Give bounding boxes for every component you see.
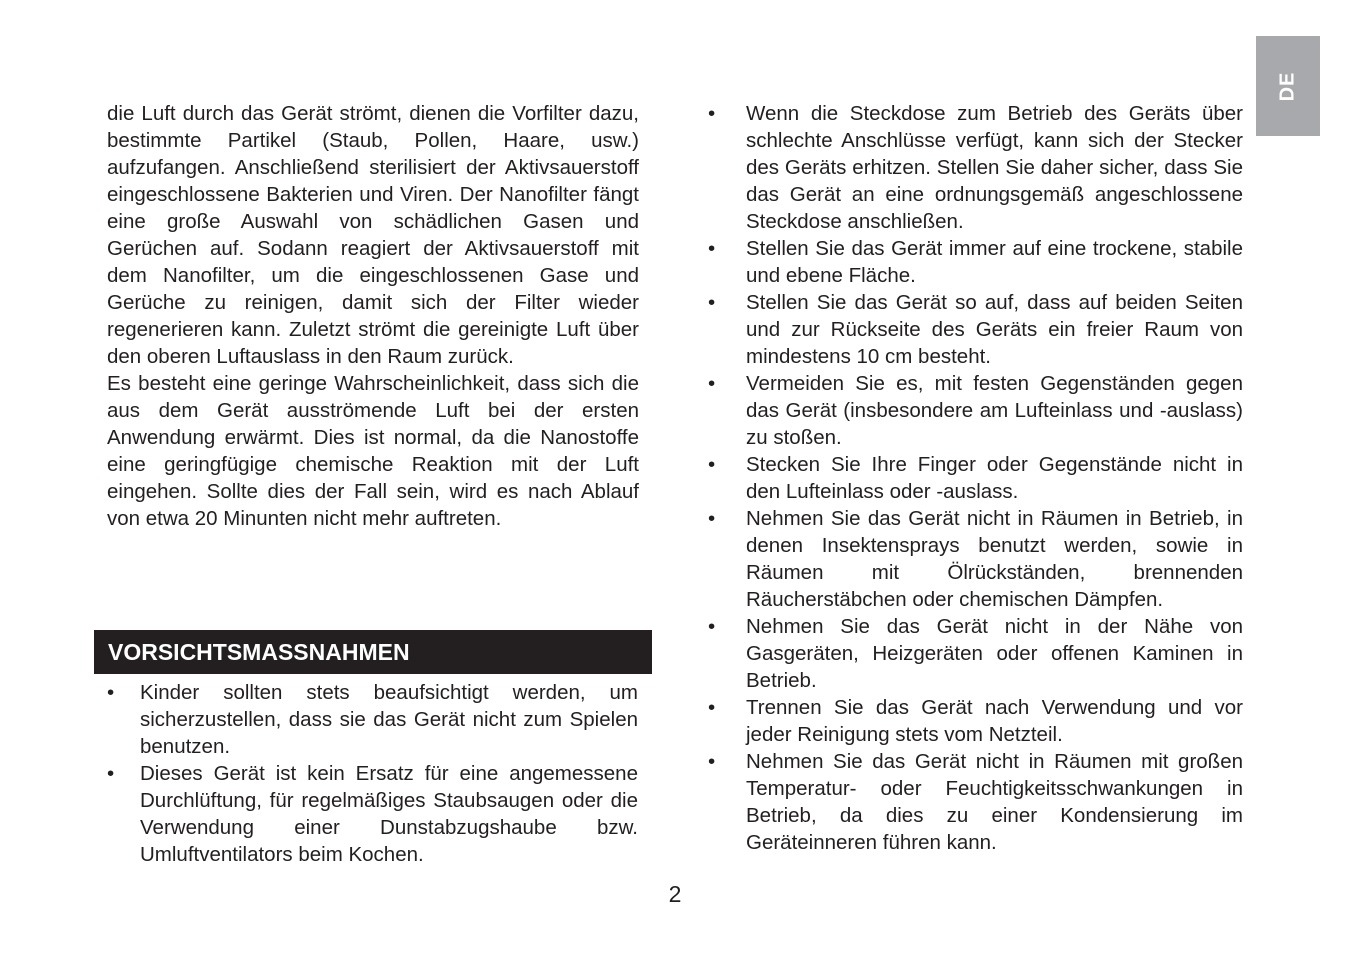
list-item (107, 760, 638, 868)
list-item-text: Nehmen Sie das Gerät nicht in der Nähe von Gasgeräten, Heizgeräten oder offenen Kaminen in Betrieb. (746, 615, 1243, 692)
bullet-icon: • (708, 372, 716, 395)
language-tab (1256, 36, 1320, 136)
body-paragraph: Es besteht eine geringe Wahrscheinlichkeit, dass sich die aus dem Gerät ausströmende Luft bei der ersten Anwendung erwärmt. Dies ist normal, da die Nanostoffe eine geringfügige chemische Reaktion mit der Luft eingehen. Sollte dies der Fall sein, wird es nach Ablauf von etwa 20 Minunten nicht mehr auftreten. (107, 372, 639, 530)
list-item (708, 613, 1243, 694)
body-paragraph: die Luft durch das Gerät strömt, dienen die Vorfilter dazu, bestimmte Partikel (Staub, Pollen, Haare, usw.) aufzufangen. Anschließend sterilisiert der Aktivsauerstoff eingeschlossene Bakterien und Viren. Der Nanofilter fängt eine große Auswahl von schädlichen Gasen und Gerüchen auf. Sodann reagiert der Aktivsauerstoff mit dem Nanofilter, um die eingeschlossenen Gase und Gerüche zu reinigen, damit sich der Filter wieder regenerieren kann. Zuletzt strömt die gereinigte Luft über den oberen Luftauslass in den Raum zurück. (107, 102, 639, 368)
list-item (708, 505, 1243, 613)
list-item-text: Nehmen Sie das Gerät nicht in Räumen mit großen Temperatur- oder Feuchtigkeitsschwankungen in Betrieb, da dies zu einer Kondensierung im Geräteinneren führen kann. (746, 750, 1243, 854)
right-column (708, 100, 1243, 856)
list-item (708, 451, 1243, 505)
language-tab-label: DE (1276, 71, 1299, 101)
bullet-icon: • (107, 681, 115, 704)
bullet-icon: • (708, 615, 716, 638)
list-item-text: Wenn die Steckdose zum Betrieb des Geräts über schlechte Anschlüsse verfügt, kann sich der Stecker des Geräts erhitzen. Stellen Sie daher sicher, dass Sie das Gerät an eine ordnungsgemäß angeschlossene Steckdose anschließen. (746, 102, 1243, 233)
list-item-text: Kinder sollten stets beaufsichtigt werden, um sicherzustellen, dass sie das Gerät nicht zum Spielen benutzen. (140, 681, 638, 758)
list-item (708, 289, 1243, 370)
bullet-icon: • (708, 507, 716, 530)
list-item (708, 748, 1243, 856)
bullet-icon: • (708, 696, 716, 719)
bullet-icon: • (708, 453, 716, 476)
bullet-icon: • (708, 750, 716, 773)
list-item-text: Stecken Sie Ihre Finger oder Gegenstände nicht in den Lufteinlass oder -auslass. (746, 453, 1243, 503)
bullet-icon: • (708, 291, 716, 314)
list-item (708, 235, 1243, 289)
list-item-text: Vermeiden Sie es, mit festen Gegenständen gegen das Gerät (insbesondere am Lufteinlass und -auslass) zu stoßen. (746, 372, 1243, 449)
precautions-list-right (708, 100, 1243, 856)
precautions-list-left (107, 679, 638, 868)
bullet-icon: • (107, 762, 115, 785)
left-column (107, 100, 639, 532)
list-item-text: Nehmen Sie das Gerät nicht in Räumen in Betrieb, in denen Insektensprays benutzt werden, sowie in Räumen mit Ölrückständen, brennenden Räucherstäbchen oder chemischen Dämpfen. (746, 507, 1243, 611)
bullet-icon: • (708, 102, 716, 125)
list-item-text: Dieses Gerät ist kein Ersatz für eine angemessene Durchlüftung, für regelmäßiges Staubsaugen oder die Verwendung einer Dunstabzugshaube bzw. Umluftventilators beim Kochen. (140, 762, 638, 866)
list-item-text: Stellen Sie das Gerät immer auf eine trockene, stabile und ebene Fläche. (746, 237, 1243, 287)
section-title: VORSICHTSMASSNAHMEN (108, 639, 410, 665)
list-item (708, 370, 1243, 451)
list-item-text: Trennen Sie das Gerät nach Verwendung und vor jeder Reinigung stets vom Netzteil. (746, 696, 1243, 746)
page-number: 2 (668, 881, 682, 907)
list-item-text: Stellen Sie das Gerät so auf, dass auf beiden Seiten und zur Rückseite des Geräts ein freier Raum von mindestens 10 cm besteht. (746, 291, 1243, 368)
section-header (94, 630, 652, 674)
list-item (708, 694, 1243, 748)
list-item (107, 679, 638, 760)
bullet-icon: • (708, 237, 716, 260)
list-item (708, 100, 1243, 235)
